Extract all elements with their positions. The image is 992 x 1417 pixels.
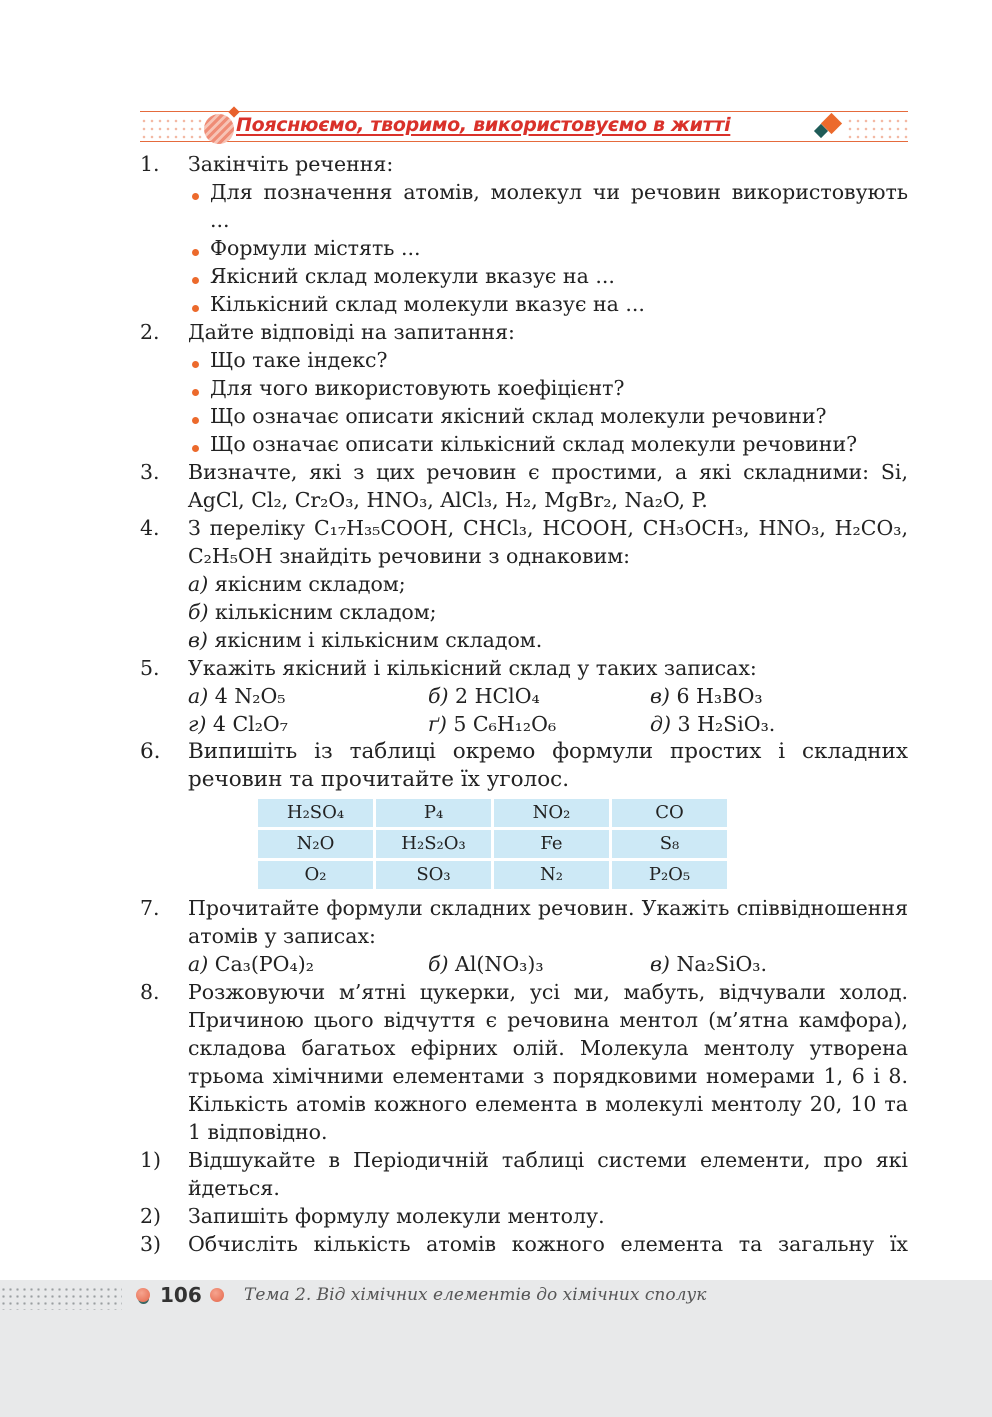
table-cell: N₂O: [258, 830, 373, 858]
formula-table: [255, 796, 730, 892]
question-number: 5.: [140, 656, 160, 680]
option-a: [188, 570, 908, 598]
formula: 4 N₂O₅: [214, 684, 286, 708]
subtask-number: 1): [140, 1148, 162, 1172]
formula: Na₂SiO₃.: [676, 952, 767, 976]
header-rule-bottom: [140, 141, 908, 142]
formula-row: [188, 682, 908, 710]
subtask-number: 3): [140, 1232, 162, 1256]
option-label: б): [428, 952, 449, 976]
question-2: [140, 318, 908, 458]
bullet-item: Кількісний склад молекули вказує на ...: [188, 290, 908, 318]
formula: 5 C₆H₁₂O₆: [453, 712, 557, 736]
question-number: 1.: [140, 152, 160, 176]
subtask-number: 2): [140, 1204, 162, 1228]
section-title: Пояснюємо, творимо, використовуємо в житті: [236, 114, 731, 136]
option-c: [188, 626, 908, 654]
bullet-item: Що означає описати кількісний склад молекули речовини?: [188, 430, 908, 458]
table-cell: S₈: [612, 830, 727, 858]
option-label: д): [650, 712, 671, 736]
subtask-text: Обчисліть кількість атомів кожного елемента та загальну їх: [188, 1232, 908, 1256]
option-text: якісним складом;: [214, 572, 406, 596]
formula-item: [188, 950, 428, 978]
bullet-list: [188, 346, 908, 458]
option-text: якісним і кількісним складом.: [214, 628, 543, 652]
page-footer: [0, 1280, 992, 1417]
question-5: [140, 654, 908, 738]
question-text: Укажіть якісний і кількісний склад у таких записах:: [188, 656, 757, 680]
option-label: ґ): [428, 712, 447, 736]
formula-item: [650, 682, 763, 710]
formula-item: [188, 710, 428, 738]
table-row: [258, 830, 727, 858]
formula: Ca₃(PO₄)₂: [214, 952, 314, 976]
subtask-text: Запишіть формулу молекули ментолу.: [188, 1204, 605, 1228]
question-6: [140, 738, 908, 794]
formula-row: [188, 710, 908, 738]
table-row: [258, 799, 727, 827]
question-1: [140, 150, 908, 318]
formula: Al(NO₃)₃: [455, 952, 544, 976]
question-number: 3.: [140, 460, 160, 484]
formula: 3 H₂SiO₃.: [677, 712, 776, 736]
table-cell: P₂O₅: [612, 861, 727, 889]
formula: 2 HClO₄: [455, 684, 540, 708]
table-cell: H₂S₂O₃: [376, 830, 491, 858]
subtask-2: [140, 1202, 908, 1230]
exercise-list: [140, 150, 908, 1258]
page-number: 106: [160, 1283, 202, 1307]
bullet-item: Що означає описати якісний склад молекули речовини?: [188, 402, 908, 430]
question-4: [140, 514, 908, 654]
subtask-text: Відшукайте в Періодичній таблиці системи елементи, про які йдеться.: [188, 1148, 908, 1200]
formula-item: [428, 950, 650, 978]
option-text: кількісним складом;: [215, 600, 437, 624]
bullet-item: Що таке індекс?: [188, 346, 908, 374]
footer-dots: [0, 1286, 122, 1310]
option-b: [188, 598, 908, 626]
formula-item: [188, 682, 428, 710]
question-number: 7.: [140, 896, 160, 920]
formula: 4 Cl₂O₇: [212, 712, 288, 736]
question-8: [140, 978, 908, 1146]
table-cell: NO₂: [494, 799, 609, 827]
bullet-list: [188, 178, 908, 318]
bullet-item: Формули містять ...: [188, 234, 908, 262]
option-label: а): [188, 572, 209, 596]
table-cell: Fe: [494, 830, 609, 858]
bullet-item: Якісний склад молекули вказує на ...: [188, 262, 908, 290]
option-label: б): [188, 600, 209, 624]
question-text: Прочитайте формули складних речовин. Укажіть співвідношення атомів у записах:: [188, 896, 908, 948]
coral-ball-icon: [136, 1288, 150, 1302]
bullet-item: Для позначення атомів, молекул чи речовин використовують ...: [188, 178, 908, 234]
table-cell: N₂: [494, 861, 609, 889]
subtask-1: [140, 1146, 908, 1202]
option-label: в): [650, 684, 670, 708]
table-cell: H₂SO₄: [258, 799, 373, 827]
question-text: Дайте відповіді на запитання:: [188, 320, 515, 344]
question-3: [140, 458, 908, 514]
topic-title: Тема 2. Від хімічних елементів до хімічних сполук: [244, 1285, 707, 1305]
section-header: [140, 108, 908, 144]
formula-item: [650, 710, 775, 738]
option-label: в): [188, 628, 208, 652]
formula-row: [188, 950, 908, 978]
question-text: З переліку C₁₇H₃₅COOH, CHCl₃, HCOOH, CH₃OCH₃, HNO₃, H₂CO₃, C₂H₅OH знайдіть речовини з однаковим:: [188, 516, 908, 568]
formula-item: [650, 950, 767, 978]
question-number: 6.: [140, 739, 161, 764]
bullet-item: Для чого використовують коефіцієнт?: [188, 374, 908, 402]
option-label: в): [650, 952, 670, 976]
question-text: Випишіть із таблиці окремо формули простих і складних речовин та прочитайте їх уголос.: [188, 739, 908, 792]
table-row: [258, 861, 727, 889]
option-label: а): [188, 684, 209, 708]
table-cell: O₂: [258, 861, 373, 889]
coral-ball-icon: [210, 1288, 224, 1302]
option-label: г): [188, 712, 207, 736]
question-number: 8.: [140, 980, 160, 1004]
striped-circle-icon: [204, 114, 234, 144]
table-cell: CO: [612, 799, 727, 827]
header-dots-left: [140, 117, 202, 139]
question-text: Закінчіть речення:: [188, 152, 394, 176]
question-text: Розжовуючи м’ятні цукерки, усі ми, мабуть, відчували холод. Причиною цього відчуття є речовина ментол (м’ятна камфора), складова багатьох ефірних олій. Молекула ментолу утворена трьома хімічними елементами з порядковими номерами 1, 6 і 8. Кількість атомів кожного елемента в молекулі ментолу 20, 10 та 1 відповідно.: [188, 980, 908, 1144]
formula-item: [428, 710, 650, 738]
formula: 6 H₃BO₃: [676, 684, 763, 708]
question-7: [140, 894, 908, 978]
subtask-3: [140, 1230, 908, 1258]
table-cell: SO₃: [376, 861, 491, 889]
option-label: а): [188, 952, 209, 976]
formula-item: [428, 682, 650, 710]
table-cell: P₄: [376, 799, 491, 827]
header-rule-top: [140, 111, 908, 112]
header-dots-right: [846, 117, 908, 139]
question-number: 4.: [140, 516, 160, 540]
question-number: 2.: [140, 320, 160, 344]
question-text: Визначте, які з цих речовин є простими, а які складними: Si, AgCl, Cl₂, Cr₂O₃, HNO₃, AlCl₃, H₂, MgBr₂, Na₂O, P.: [188, 460, 908, 512]
option-label: б): [428, 684, 449, 708]
